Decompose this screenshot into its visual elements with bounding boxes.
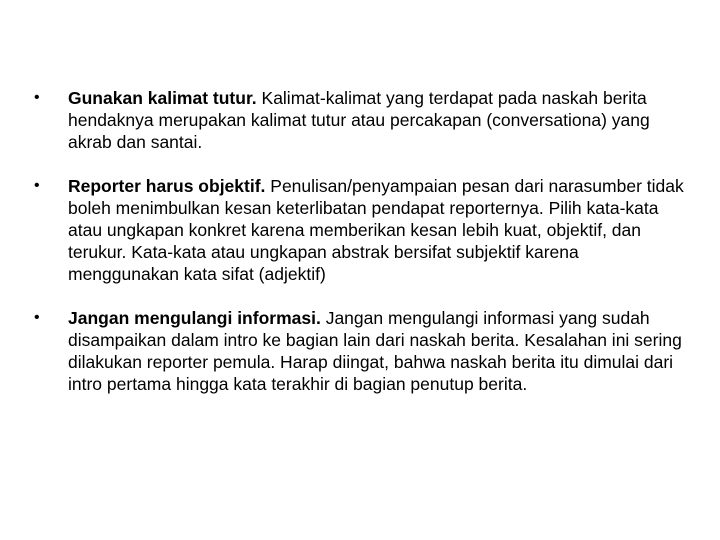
bullet-body: Kalimat-kalimat yang terdapat pada naskah berita hendaknya merupakan kalimat tutur atau percakapan (conversationa) yang akrab dan santai. <box>68 88 650 152</box>
bullet-item-kalimat-tutur <box>34 87 684 153</box>
bullet-item-jangan-mengulangi <box>34 307 684 395</box>
bullet-title: Gunakan kalimat tutur. <box>68 88 257 108</box>
bullet-marker: • <box>34 177 40 194</box>
bullet-body: Penulisan/penyampaian pesan dari narasumber tidak boleh menimbulkan kesan keterlibatan pendapat reporternya. Pilih kata-kata atau ungkapan konkret karena memberikan kesan lebih kuat, objektif, dan terukur. Kata-kata atau ungkapan abstrak bersifat subjektif karena menggunakan kata sifat (adjektif) <box>68 176 684 284</box>
bullet-body: Jangan mengulangi informasi yang sudah disampaikan dalam intro ke bagian lain dari naskah berita. Kesalahan ini sering dilakukan reporter pemula. Harap diingat, bahwa naskah berita itu dimulai dari intro pertama hingga kata terakhir di bagian penutup berita. <box>68 308 682 394</box>
bullet-title: Jangan mengulangi informasi. <box>68 308 321 328</box>
bullet-title: Reporter harus objektif. <box>68 176 266 196</box>
bullet-item-reporter-objektif <box>34 175 684 285</box>
bullet-list <box>34 87 684 395</box>
bullet-marker: • <box>34 89 40 106</box>
bullet-marker: • <box>34 309 40 326</box>
